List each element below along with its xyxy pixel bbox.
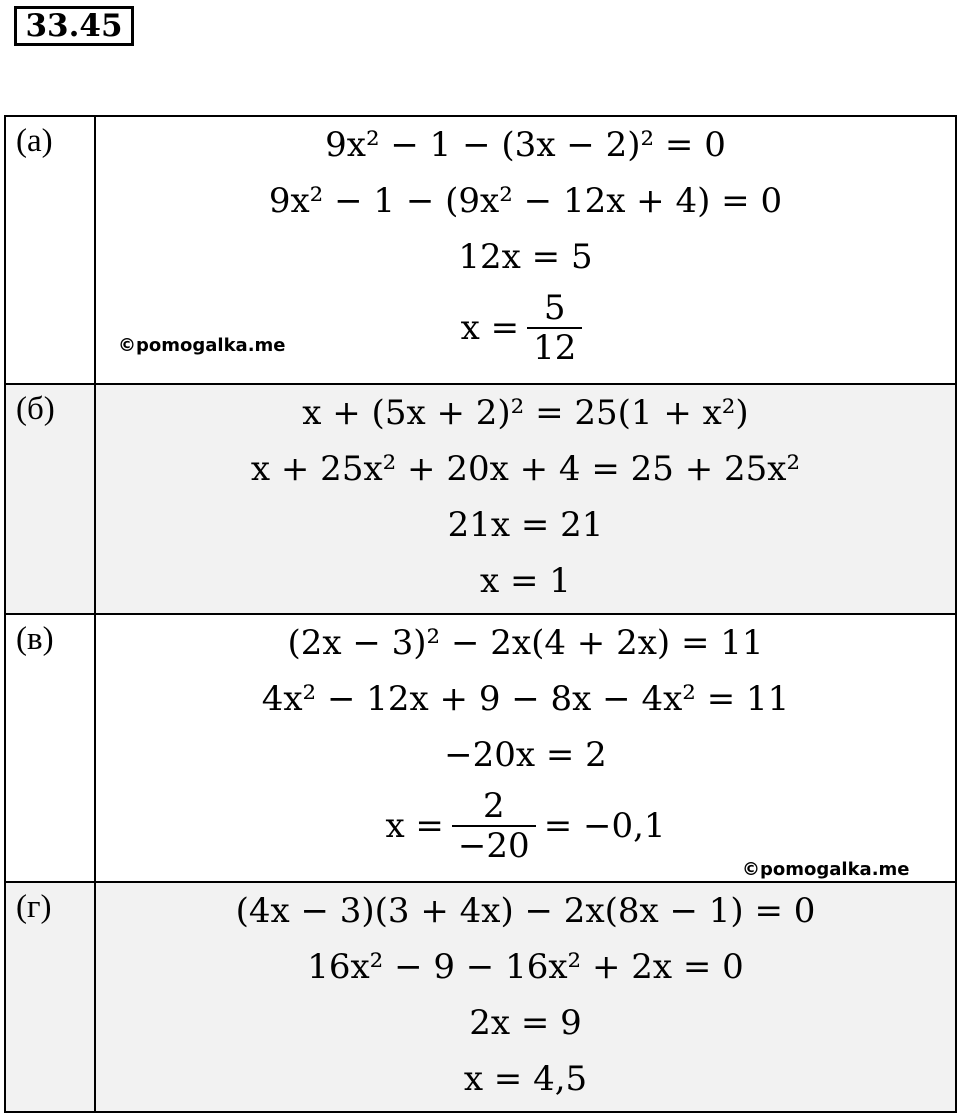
equation-line: 9x² − 1 − (3x − 2)² = 0 <box>325 125 726 165</box>
final-lhs: x = <box>385 806 444 846</box>
row-label-cell <box>5 384 95 614</box>
row-label-cell <box>5 116 95 384</box>
fraction <box>527 289 582 367</box>
equation-line: x = 4,5 <box>463 1059 588 1099</box>
row-label-cell <box>5 882 95 1112</box>
equation-line: (4x − 3)(3 + 4x) − 2x(8x − 1) = 0 <box>235 891 816 931</box>
solution-row-g <box>5 882 956 1112</box>
row-content <box>95 882 956 1112</box>
equation-line: (2x − 3)² − 2x(4 + 2x) = 11 <box>287 623 764 663</box>
final-rhs: = −0,1 <box>543 806 666 846</box>
fraction-denominator: 12 <box>533 328 577 368</box>
equation-line: 16x² − 9 − 16x² + 2x = 0 <box>307 947 744 987</box>
problem-number: 33.45 <box>14 6 134 46</box>
fraction <box>452 787 536 865</box>
equation-line: 4x² − 12x + 9 − 8x − 4x² = 11 <box>261 679 790 719</box>
final-equation <box>96 783 955 869</box>
fraction-numerator: 2 <box>482 786 505 826</box>
equation-line: x + (5x + 2)² = 25(1 + x²) <box>302 393 749 433</box>
row-label: (г) <box>16 889 52 925</box>
equation-line: 2x = 9 <box>469 1003 582 1043</box>
watermark: ©pomogalka.me <box>742 859 910 880</box>
row-label: (б) <box>16 391 55 427</box>
row-label: (в) <box>16 621 54 657</box>
row-content <box>95 116 956 384</box>
solution-row-v <box>5 614 956 882</box>
watermark: ©pomogalka.me <box>118 335 286 356</box>
equation-line: x + 25x² + 20x + 4 = 25 + 25x² <box>250 449 801 489</box>
equation-line: x = 1 <box>480 561 571 601</box>
row-content <box>95 384 956 614</box>
equation-line: 9x² − 1 − (9x² − 12x + 4) = 0 <box>268 181 783 221</box>
final-lhs: x = <box>460 308 520 348</box>
row-label: (а) <box>16 123 53 159</box>
fraction-numerator: 5 <box>543 288 566 328</box>
row-content <box>95 614 956 882</box>
equation-line: 21x = 21 <box>447 505 604 545</box>
final-equation <box>96 285 955 371</box>
solution-table <box>4 115 957 1113</box>
solution-row-a <box>5 116 956 384</box>
equation-line: −20x = 2 <box>444 735 607 775</box>
row-label-cell <box>5 614 95 882</box>
equation-line: 12x = 5 <box>458 237 593 277</box>
fraction-denominator: −20 <box>457 826 530 866</box>
solution-row-b <box>5 384 956 614</box>
